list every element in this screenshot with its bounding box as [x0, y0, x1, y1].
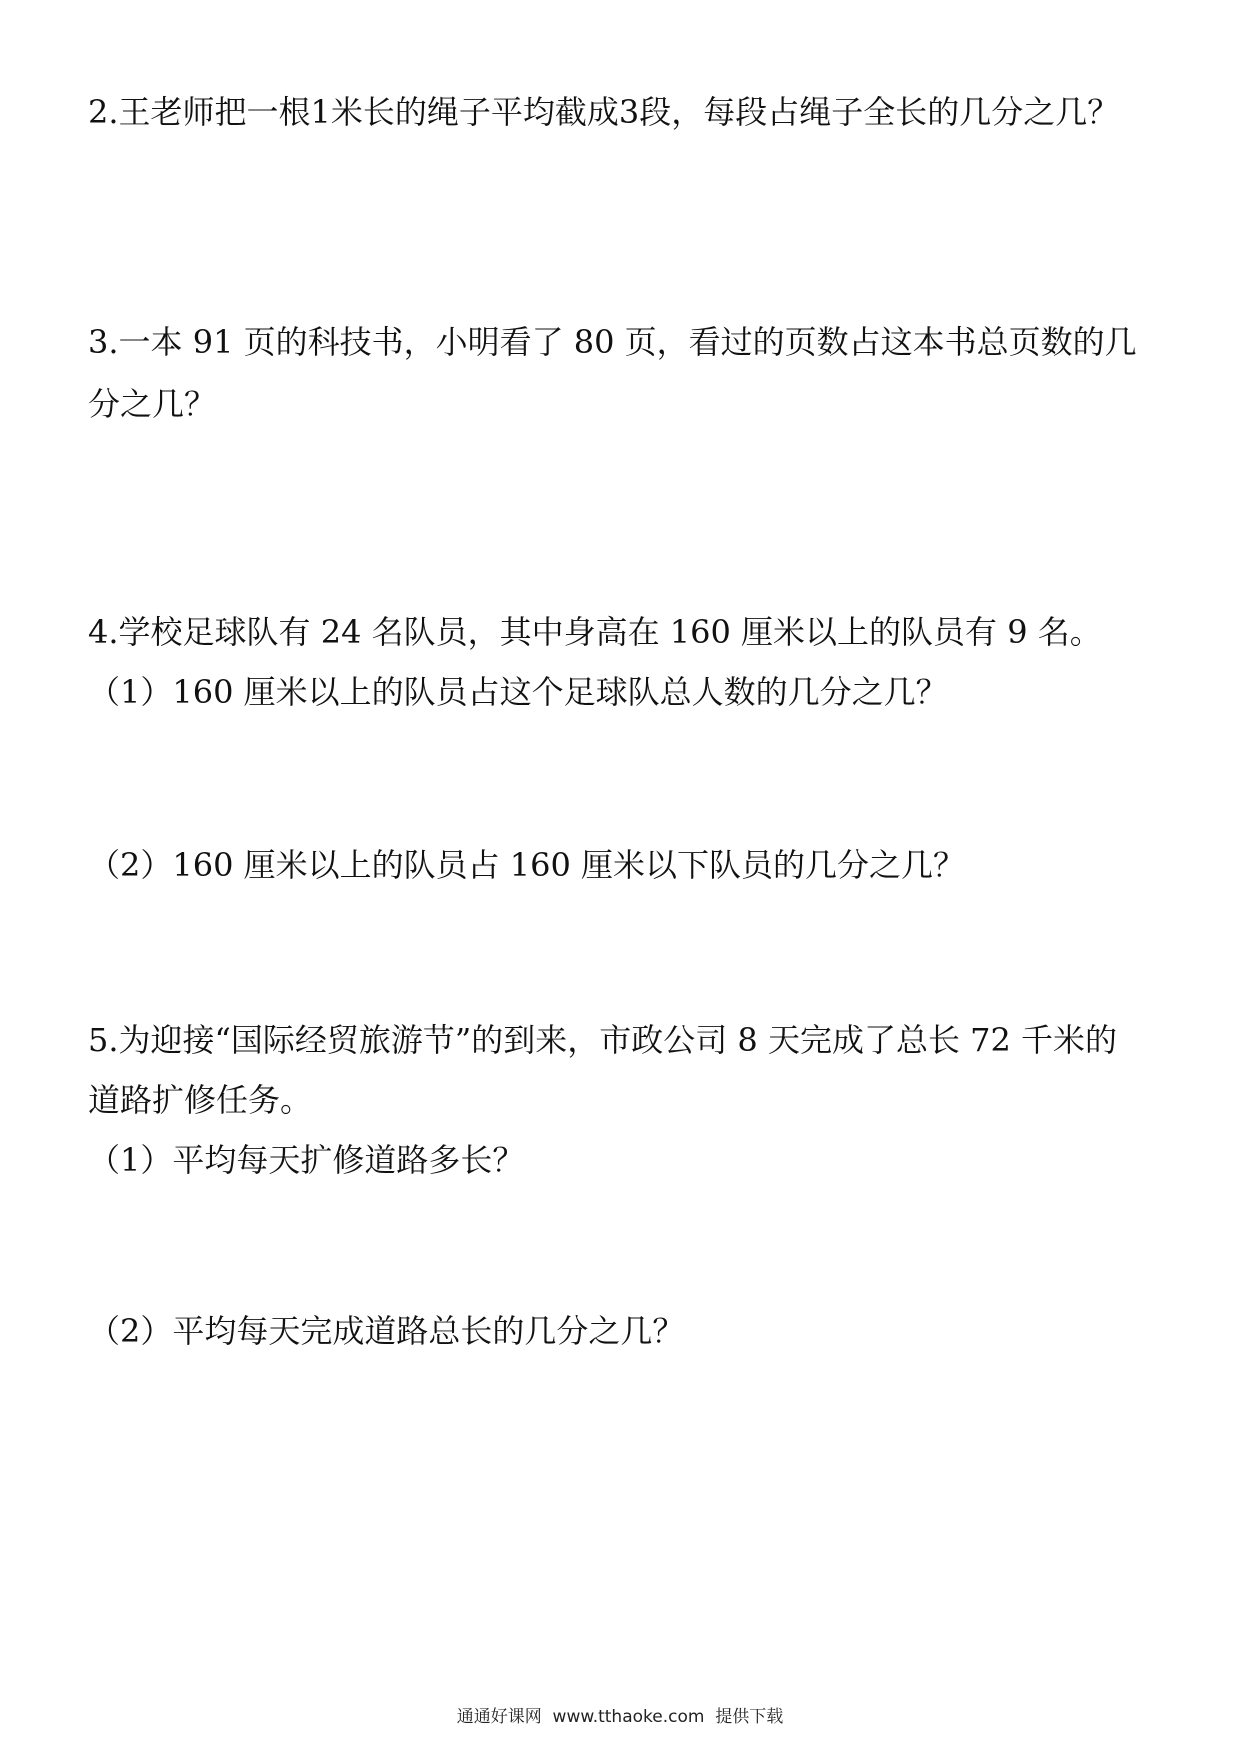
download-footer: 通通好课网 www.tthaoke.com 提供下载: [456, 1707, 784, 1727]
question-5-sub-1: （1）平均每天扩修道路多长？: [88, 1141, 525, 1179]
question-2-text: 2.王老师把一根1米长的绳子平均截成3段，每段占绳子全长的几分之几？: [88, 93, 1120, 131]
question-5-text-line-1: 5.为迎接“国际经贸旅游节”的到来，市政公司 8 天完成了总长 72 千米的: [88, 1021, 1118, 1059]
question-4-text: 4.学校足球队有 24 名队员，其中身高在 160 厘米以上的队员有 9 名。: [88, 613, 1102, 651]
question-4-sub-2: （2）160 厘米以上的队员占 160 厘米以下队员的几分之几？: [88, 846, 966, 884]
question-5-text-line-2: 道路扩修任务。: [88, 1081, 313, 1119]
question-4-sub-1: （1）160 厘米以上的队员占这个足球队总人数的几分之几？: [88, 673, 948, 711]
question-3-text-line-1: 3.一本 91 页的科技书，小明看了 80 页，看过的页数占这本书总页数的几: [88, 323, 1137, 361]
question-5-sub-2: （2）平均每天完成道路总长的几分之几？: [88, 1312, 685, 1350]
question-3-text-line-2: 分之几？: [88, 385, 217, 423]
